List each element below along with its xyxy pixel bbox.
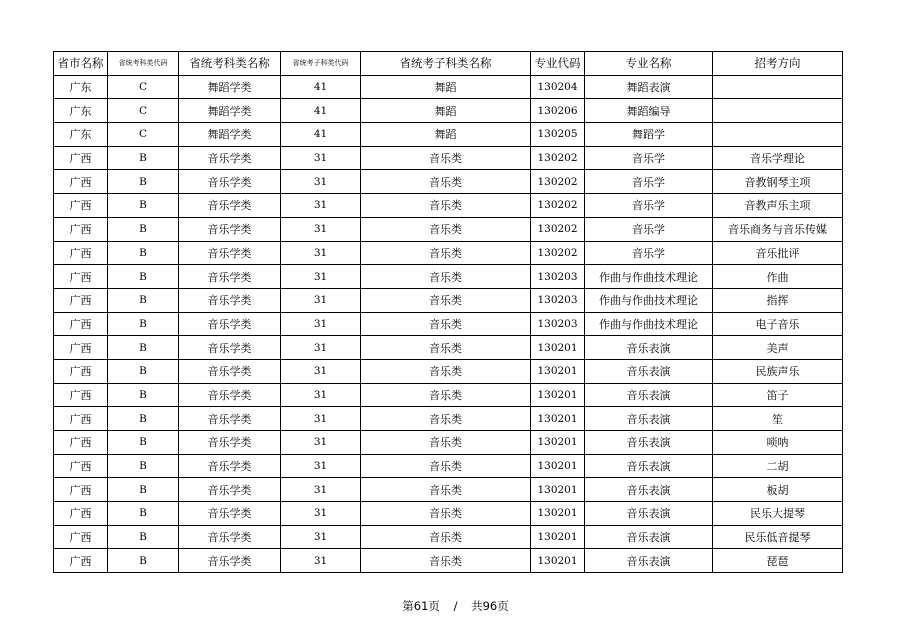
cell-subcategory-code: 41: [281, 123, 361, 147]
cell-subcategory-name: 音乐类: [361, 383, 531, 407]
cell-province: 广西: [54, 359, 108, 383]
table-row: [54, 265, 843, 289]
cell-subcategory-name: 音乐类: [361, 407, 531, 431]
cell-subcategory-code: 31: [281, 312, 361, 336]
cell-subcategory-name: 音乐类: [361, 502, 531, 526]
cell-major-code: 130206: [531, 99, 585, 123]
header-province: 省市名称: [54, 52, 108, 76]
cell-major-code: 130201: [531, 336, 585, 360]
cell-subcategory-name: 音乐类: [361, 454, 531, 478]
cell-major-code: 130201: [531, 383, 585, 407]
cell-major-code: 130203: [531, 265, 585, 289]
cell-category-code: B: [108, 336, 179, 360]
cell-category-code: B: [108, 454, 179, 478]
table-row: [54, 170, 843, 194]
header-major-code: 专业代码: [531, 52, 585, 76]
table-row: [54, 454, 843, 478]
page-number: 第61页: [402, 599, 440, 613]
cell-subcategory-name: 音乐类: [361, 549, 531, 573]
cell-direction: 音乐学理论: [713, 146, 843, 170]
cell-category-name: 音乐学类: [179, 194, 281, 218]
cell-province: 广西: [54, 407, 108, 431]
cell-province: 广西: [54, 454, 108, 478]
cell-direction: 板胡: [713, 478, 843, 502]
cell-major-name: 作曲与作曲技术理论: [585, 288, 713, 312]
cell-major-name: 音乐学: [585, 194, 713, 218]
header-category-code: 省统考科类代码: [108, 52, 179, 76]
cell-subcategory-name: 音乐类: [361, 288, 531, 312]
cell-major-code: 130201: [531, 478, 585, 502]
table-body: [54, 75, 843, 572]
cell-category-name: 舞蹈学类: [179, 123, 281, 147]
cell-major-name: 音乐表演: [585, 454, 713, 478]
header-category-name: 省统考科类名称: [179, 52, 281, 76]
cell-subcategory-name: 音乐类: [361, 170, 531, 194]
cell-category-code: B: [108, 549, 179, 573]
cell-category-code: C: [108, 75, 179, 99]
cell-subcategory-code: 31: [281, 336, 361, 360]
cell-subcategory-name: 音乐类: [361, 359, 531, 383]
cell-major-name: 音乐学: [585, 146, 713, 170]
cell-major-name: 音乐学: [585, 217, 713, 241]
cell-category-code: B: [108, 407, 179, 431]
table-row: [54, 478, 843, 502]
cell-subcategory-name: 舞蹈: [361, 99, 531, 123]
cell-category-name: 舞蹈学类: [179, 75, 281, 99]
cell-subcategory-name: 舞蹈: [361, 75, 531, 99]
table-row: [54, 383, 843, 407]
cell-category-code: B: [108, 478, 179, 502]
cell-major-code: 130202: [531, 146, 585, 170]
cell-category-name: 舞蹈学类: [179, 99, 281, 123]
cell-subcategory-code: 31: [281, 194, 361, 218]
cell-province: 广西: [54, 146, 108, 170]
table-header-row: [54, 52, 843, 76]
cell-direction: 笙: [713, 407, 843, 431]
cell-major-code: 130202: [531, 241, 585, 265]
cell-category-name: 音乐学类: [179, 170, 281, 194]
cell-direction: 作曲: [713, 265, 843, 289]
cell-major-code: 130202: [531, 217, 585, 241]
cell-province: 广东: [54, 75, 108, 99]
cell-category-code: B: [108, 217, 179, 241]
cell-major-name: 音乐表演: [585, 478, 713, 502]
cell-category-name: 音乐学类: [179, 265, 281, 289]
table-row: [54, 312, 843, 336]
cell-major-name: 作曲与作曲技术理论: [585, 265, 713, 289]
cell-major-name: 音乐表演: [585, 431, 713, 455]
page-total: 共96页: [471, 599, 509, 613]
cell-subcategory-code: 31: [281, 407, 361, 431]
cell-subcategory-name: 音乐类: [361, 431, 531, 455]
table-row: [54, 217, 843, 241]
cell-province: 广西: [54, 336, 108, 360]
cell-province: 广西: [54, 217, 108, 241]
cell-direction: 美声: [713, 336, 843, 360]
header-major-name: 专业名称: [585, 52, 713, 76]
table-row: [54, 99, 843, 123]
cell-province: 广西: [54, 265, 108, 289]
header-subcategory-name: 省统考子科类名称: [361, 52, 531, 76]
table-row: [54, 359, 843, 383]
cell-province: 广西: [54, 383, 108, 407]
cell-direction: 民乐低音提琴: [713, 525, 843, 549]
cell-category-code: C: [108, 123, 179, 147]
cell-major-code: 130201: [531, 525, 585, 549]
cell-province: 广西: [54, 502, 108, 526]
cell-category-name: 音乐学类: [179, 146, 281, 170]
table-row: [54, 146, 843, 170]
header-direction: 招考方向: [713, 52, 843, 76]
cell-major-name: 音乐表演: [585, 359, 713, 383]
cell-direction: 唢呐: [713, 431, 843, 455]
cell-subcategory-code: 31: [281, 146, 361, 170]
cell-province: 广西: [54, 170, 108, 194]
cell-province: 广西: [54, 431, 108, 455]
table-row: [54, 288, 843, 312]
cell-major-name: 音乐表演: [585, 383, 713, 407]
header-subcategory-code: 省统考子科类代码: [281, 52, 361, 76]
cell-major-name: 作曲与作曲技术理论: [585, 312, 713, 336]
table-row: [54, 194, 843, 218]
cell-category-code: B: [108, 502, 179, 526]
cell-major-code: 130205: [531, 123, 585, 147]
cell-direction: 二胡: [713, 454, 843, 478]
cell-subcategory-name: 音乐类: [361, 478, 531, 502]
cell-subcategory-code: 41: [281, 99, 361, 123]
cell-category-name: 音乐学类: [179, 288, 281, 312]
cell-direction: 指挥: [713, 288, 843, 312]
cell-major-code: 130202: [531, 170, 585, 194]
cell-category-code: B: [108, 359, 179, 383]
cell-province: 广西: [54, 478, 108, 502]
cell-subcategory-code: 31: [281, 217, 361, 241]
cell-subcategory-name: 舞蹈: [361, 123, 531, 147]
cell-province: 广西: [54, 194, 108, 218]
cell-category-name: 音乐学类: [179, 359, 281, 383]
cell-direction: [713, 75, 843, 99]
cell-direction: [713, 123, 843, 147]
table-row: [54, 525, 843, 549]
cell-province: 广西: [54, 241, 108, 265]
table-row: [54, 549, 843, 573]
table-row: [54, 75, 843, 99]
cell-category-code: B: [108, 312, 179, 336]
cell-subcategory-code: 31: [281, 502, 361, 526]
cell-category-name: 音乐学类: [179, 549, 281, 573]
table-row: [54, 123, 843, 147]
cell-category-code: B: [108, 431, 179, 455]
cell-category-name: 音乐学类: [179, 312, 281, 336]
cell-direction: 音教声乐主项: [713, 194, 843, 218]
cell-direction: 民族声乐: [713, 359, 843, 383]
cell-subcategory-name: 音乐类: [361, 312, 531, 336]
cell-category-code: B: [108, 170, 179, 194]
cell-province: 广西: [54, 549, 108, 573]
cell-category-code: B: [108, 525, 179, 549]
cell-major-code: 130204: [531, 75, 585, 99]
cell-subcategory-code: 31: [281, 525, 361, 549]
cell-subcategory-code: 31: [281, 170, 361, 194]
cell-category-code: B: [108, 241, 179, 265]
cell-direction: 音乐商务与音乐传媒: [713, 217, 843, 241]
cell-subcategory-code: 31: [281, 549, 361, 573]
cell-direction: 民乐大提琴: [713, 502, 843, 526]
cell-category-name: 音乐学类: [179, 502, 281, 526]
cell-subcategory-code: 31: [281, 265, 361, 289]
cell-category-name: 音乐学类: [179, 336, 281, 360]
cell-major-code: 130202: [531, 194, 585, 218]
cell-category-name: 音乐学类: [179, 525, 281, 549]
cell-subcategory-name: 音乐类: [361, 525, 531, 549]
cell-direction: 音乐批评: [713, 241, 843, 265]
cell-category-code: B: [108, 288, 179, 312]
cell-subcategory-code: 31: [281, 431, 361, 455]
table-row: [54, 407, 843, 431]
cell-major-name: 舞蹈表演: [585, 75, 713, 99]
cell-major-name: 音乐表演: [585, 525, 713, 549]
table-row: [54, 431, 843, 455]
table-row: [54, 502, 843, 526]
cell-province: 广西: [54, 312, 108, 336]
cell-major-code: 130203: [531, 288, 585, 312]
cell-subcategory-name: 音乐类: [361, 194, 531, 218]
cell-major-code: 130201: [531, 502, 585, 526]
cell-category-name: 音乐学类: [179, 478, 281, 502]
cell-subcategory-name: 音乐类: [361, 265, 531, 289]
cell-category-code: B: [108, 194, 179, 218]
cell-subcategory-code: 41: [281, 75, 361, 99]
cell-subcategory-name: 音乐类: [361, 217, 531, 241]
cell-major-name: 舞蹈学: [585, 123, 713, 147]
table-row: [54, 336, 843, 360]
cell-subcategory-name: 音乐类: [361, 146, 531, 170]
cell-province: 广西: [54, 288, 108, 312]
cell-major-code: 130203: [531, 312, 585, 336]
cell-direction: 笛子: [713, 383, 843, 407]
enrollment-table: [53, 51, 843, 573]
cell-direction: 琵琶: [713, 549, 843, 573]
cell-direction: [713, 99, 843, 123]
cell-subcategory-code: 31: [281, 241, 361, 265]
cell-subcategory-name: 音乐类: [361, 336, 531, 360]
cell-major-name: 音乐表演: [585, 336, 713, 360]
cell-category-name: 音乐学类: [179, 454, 281, 478]
cell-subcategory-code: 31: [281, 478, 361, 502]
cell-major-name: 音乐学: [585, 170, 713, 194]
cell-category-name: 音乐学类: [179, 241, 281, 265]
cell-subcategory-code: 31: [281, 454, 361, 478]
table-row: [54, 241, 843, 265]
cell-major-name: 音乐表演: [585, 407, 713, 431]
cell-major-name: 音乐学: [585, 241, 713, 265]
cell-major-code: 130201: [531, 549, 585, 573]
cell-major-name: 音乐表演: [585, 502, 713, 526]
cell-category-code: C: [108, 99, 179, 123]
page-separator: /: [453, 599, 458, 613]
cell-subcategory-code: 31: [281, 383, 361, 407]
cell-direction: 音教钢琴主项: [713, 170, 843, 194]
cell-major-name: 音乐表演: [585, 549, 713, 573]
cell-category-name: 音乐学类: [179, 217, 281, 241]
cell-category-name: 音乐学类: [179, 383, 281, 407]
cell-subcategory-code: 31: [281, 359, 361, 383]
cell-major-code: 130201: [531, 359, 585, 383]
cell-major-name: 舞蹈编导: [585, 99, 713, 123]
cell-category-code: B: [108, 265, 179, 289]
cell-category-code: B: [108, 383, 179, 407]
cell-province: 广西: [54, 525, 108, 549]
cell-subcategory-name: 音乐类: [361, 241, 531, 265]
cell-major-code: 130201: [531, 454, 585, 478]
cell-category-code: B: [108, 146, 179, 170]
cell-major-code: 130201: [531, 431, 585, 455]
cell-province: 广东: [54, 123, 108, 147]
cell-direction: 电子音乐: [713, 312, 843, 336]
cell-category-name: 音乐学类: [179, 431, 281, 455]
cell-subcategory-code: 31: [281, 288, 361, 312]
cell-category-name: 音乐学类: [179, 407, 281, 431]
cell-major-code: 130201: [531, 407, 585, 431]
page-footer: [0, 598, 911, 614]
cell-province: 广东: [54, 99, 108, 123]
